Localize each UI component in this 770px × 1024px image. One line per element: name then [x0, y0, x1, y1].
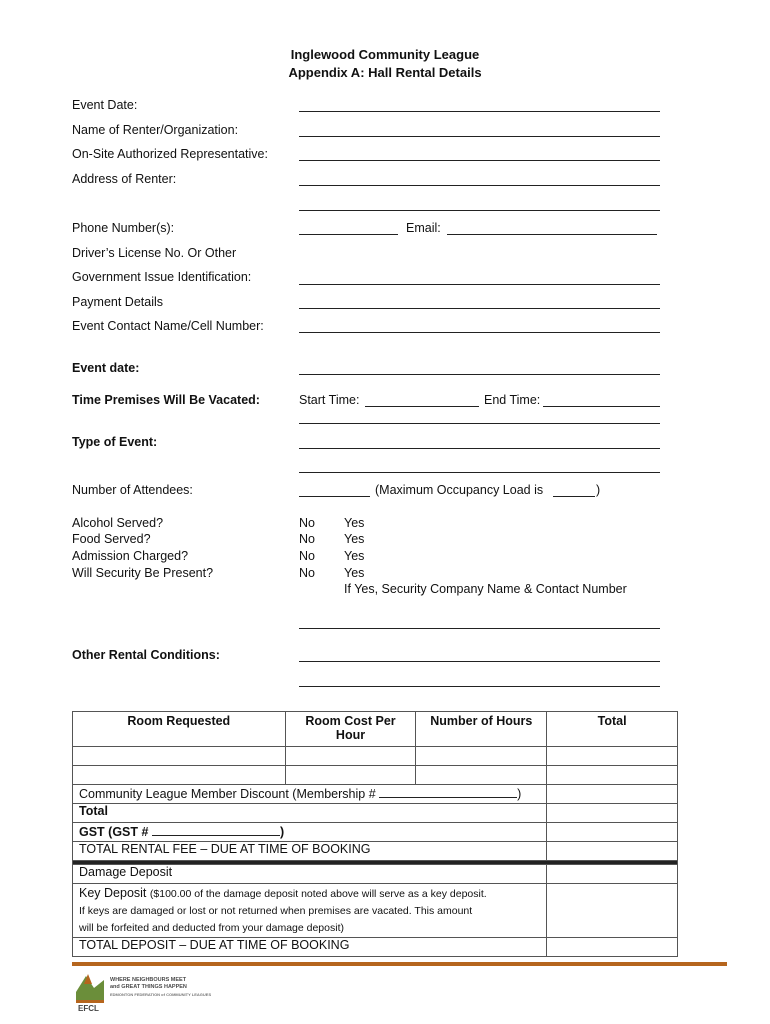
payment-label: Payment Details — [72, 295, 164, 309]
document-title: Inglewood Community League — [290, 47, 480, 62]
key-deposit-label: Key Deposit — [79, 886, 147, 900]
cell-room[interactable] — [73, 766, 286, 785]
damage-label: Damage Deposit — [73, 865, 547, 884]
cell-cost[interactable] — [285, 766, 416, 785]
fees-table — [72, 711, 678, 957]
damage-row — [73, 865, 678, 884]
key-deposit-line-1: ($100.00 of the damage deposit noted above will serve as a key deposit. — [149, 888, 487, 900]
document-subtitle — [0, 65, 770, 80]
license-label-2: Government Issue Identification: — [72, 270, 252, 284]
no-option[interactable]: No — [299, 566, 315, 580]
security-note: If Yes, Security Company Name & Contact Number — [344, 582, 627, 596]
payment-field[interactable] — [299, 308, 660, 309]
discount-label: Community League Member Discount (Membership # — [79, 787, 376, 801]
total-row — [73, 804, 678, 823]
renter-name-field[interactable] — [299, 136, 660, 137]
cell-room[interactable] — [73, 747, 286, 766]
vacated-field-2[interactable] — [299, 423, 660, 424]
no-option[interactable]: No — [299, 516, 315, 530]
max-occupancy-close: ) — [596, 483, 601, 497]
discount-row — [73, 785, 678, 804]
header-number-of-hours: Number of Hours — [416, 712, 547, 747]
yes-option[interactable]: Yes — [344, 532, 365, 546]
renter-name-label: Name of Renter/Organization: — [72, 123, 239, 137]
footer-divider — [72, 962, 727, 966]
damage-amount[interactable] — [547, 865, 678, 884]
attendees-field[interactable] — [299, 496, 370, 497]
total-deposit-row — [73, 938, 678, 957]
event-date-label: Event Date: — [72, 98, 138, 112]
question-security: Will Security Be Present? — [72, 566, 214, 580]
question-food: Food Served? — [72, 532, 151, 546]
phone-label: Phone Number(s): — [72, 221, 175, 235]
key-deposit-line-3: will be forfeited and deducted from your damage deposit) — [79, 922, 344, 934]
tagline-line-3: EDMONTON FEDERATION of COMMUNITY LEAGUES — [110, 992, 212, 997]
gst-number-field[interactable] — [152, 823, 280, 836]
cell-total[interactable] — [547, 766, 678, 785]
cell-cost[interactable] — [285, 747, 416, 766]
rental-fee-label: TOTAL RENTAL FEE – DUE AT TIME OF BOOKING — [73, 842, 547, 861]
key-deposit-row — [73, 884, 678, 938]
event-type-field-1[interactable] — [299, 448, 660, 449]
event-type-field-2[interactable] — [299, 472, 660, 473]
rental-fee-amount[interactable] — [547, 842, 678, 861]
appendix-prefix: Appendix A — [288, 65, 361, 80]
tagline-line-1: WHERE NEIGHBOURS MEET — [110, 977, 187, 983]
event-date-field-2[interactable] — [299, 374, 660, 375]
email-label: Email: — [406, 221, 441, 235]
license-label-1: Driver’s License No. Or Other — [72, 246, 237, 260]
rental-fee-row — [73, 842, 678, 861]
phone-field[interactable] — [299, 234, 398, 235]
address-label: Address of Renter: — [72, 172, 177, 186]
other-conditions-field-1[interactable] — [299, 661, 660, 662]
address-field-1[interactable] — [299, 185, 660, 186]
max-occupancy-label: (Maximum Occupancy Load is — [375, 483, 544, 497]
footer-tagline — [110, 977, 211, 998]
total-deposit-label: TOTAL DEPOSIT – DUE AT TIME OF BOOKING — [73, 938, 547, 957]
yes-option[interactable]: Yes — [344, 549, 365, 563]
email-field[interactable] — [447, 234, 657, 235]
efcl-logo-text: EFCL — [78, 1004, 99, 1013]
end-time-field[interactable] — [543, 406, 660, 407]
tagline-line-2: and GREAT THINGS HAPPEN — [110, 984, 187, 990]
total-label: Total — [73, 804, 547, 823]
contact-label: Event Contact Name/Cell Number: — [72, 319, 264, 333]
event-type-label: Type of Event: — [72, 435, 158, 449]
header-room-cost: Room Cost Per Hour — [285, 712, 416, 747]
cell-total[interactable] — [547, 747, 678, 766]
appendix-rest: : Hall Rental Details — [360, 65, 482, 80]
address-field-2[interactable] — [299, 210, 660, 211]
header-total: Total — [547, 712, 678, 747]
start-time-label: Start Time: — [299, 393, 360, 407]
other-conditions-label: Other Rental Conditions: — [72, 648, 220, 662]
cell-hours[interactable] — [416, 766, 547, 785]
onsite-rep-field[interactable] — [299, 160, 660, 161]
total-amount[interactable] — [547, 804, 678, 823]
gst-row — [73, 823, 678, 842]
gst-close: ) — [279, 825, 285, 839]
gst-label: GST (GST # — [79, 825, 149, 839]
total-deposit-amount[interactable] — [547, 938, 678, 957]
yes-option[interactable]: Yes — [344, 566, 365, 580]
header-room-requested: Room Requested — [73, 712, 286, 747]
key-deposit-line-2: If keys are damaged or lost or not returned when premises are vacated. This amount — [79, 905, 473, 917]
table-row — [73, 766, 678, 785]
no-option[interactable]: No — [299, 532, 315, 546]
other-conditions-field-2[interactable] — [299, 686, 660, 687]
key-deposit-amount[interactable] — [547, 884, 678, 938]
event-date-heading: Event date: — [72, 361, 140, 375]
end-time-label: End Time: — [484, 393, 541, 407]
no-option[interactable]: No — [299, 549, 315, 563]
contact-field[interactable] — [299, 332, 660, 333]
table-row — [73, 747, 678, 766]
cell-hours[interactable] — [416, 747, 547, 766]
license-field[interactable] — [299, 284, 660, 285]
vacated-label: Time Premises Will Be Vacated: — [72, 393, 260, 407]
onsite-rep-label: On-Site Authorized Representative: — [72, 147, 268, 161]
yes-option[interactable]: Yes — [344, 516, 365, 530]
event-date-field[interactable] — [299, 111, 660, 112]
security-field[interactable] — [299, 628, 660, 629]
attendees-label: Number of Attendees: — [72, 483, 193, 497]
start-time-field[interactable] — [365, 406, 479, 407]
max-occupancy-field[interactable] — [553, 496, 595, 497]
membership-number-field[interactable] — [379, 785, 517, 798]
discount-close: ) — [517, 787, 522, 801]
question-alcohol: Alcohol Served? — [72, 516, 164, 530]
discount-amount[interactable] — [547, 785, 678, 804]
question-admission: Admission Charged? — [72, 549, 189, 563]
gst-amount[interactable] — [547, 823, 678, 842]
